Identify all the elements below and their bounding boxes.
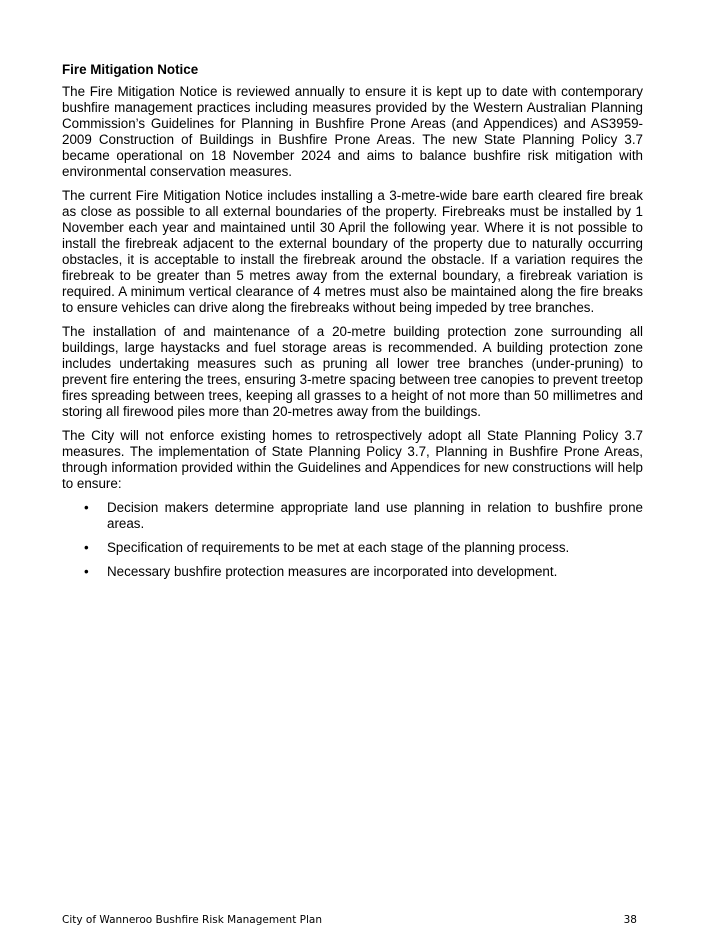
- page-content: [62, 62, 643, 588]
- paragraph-firebreak: The current Fire Mitigation Notice includes installing a 3-metre-wide bare earth cleared fire break as close as possible to all external boundaries of the property. Firebreaks must be installed by 1 November each year and maintained until 30 April the following year. Where it is not possible to install the firebreak adjacent to the external boundary of the property due to naturally occurring obstacles, it is acceptable to install the firebreak around the obstacle. If a variation requires the firebreak to be greater than 5 metres away from the external boundary, a firebreak variation is required. A minimum vertical clearance of 4 metres must also be maintained along the fire breaks to ensure vehicles can drive along the firebreaks without being impeded by tree branches.: [62, 188, 643, 315]
- paragraph-protection-zone: The installation of and maintenance of a 20-metre building protection zone surrounding all buildings, large haystacks and fuel storage areas is recommended. A building protection zone includes undertaking measures such as pruning all lower tree branches (under-pruning) to prevent fire entering the trees, ensuring 3-metre spacing between tree canopies to prevent treetop fires spreading between trees, keeping all grasses to a height of not more than 50 millimetres and storing all firewood piles more than 20-metres away from the buildings.: [62, 324, 643, 419]
- bullet-icon: •: [84, 500, 89, 515]
- list-item: [62, 540, 643, 556]
- bullet-list: [62, 500, 643, 580]
- bullet-icon: •: [84, 564, 89, 579]
- list-item: [62, 564, 643, 580]
- paragraph-spp37: The City will not enforce existing homes to retrospectively adopt all State Planning Policy 3.7 measures. The implementation of State Planning Policy 3.7, Planning in Bushfire Prone Areas, through information provided within the Guidelines and Appendices for new constructions will help to ensure:: [62, 428, 643, 491]
- list-item: [62, 500, 643, 532]
- page-number: 38: [623, 914, 637, 926]
- section-heading: Fire Mitigation Notice: [62, 62, 199, 77]
- bullet-icon: •: [84, 540, 89, 555]
- list-item-text: Necessary bushfire protection measures are incorporated into development.: [107, 564, 558, 579]
- list-item-text: Specification of requirements to be met at each stage of the planning process.: [107, 540, 570, 555]
- footer-title: City of Wanneroo Bushfire Risk Management Plan: [62, 914, 322, 926]
- list-item-text: Decision makers determine appropriate land use planning in relation to bushfire prone areas.: [107, 500, 643, 531]
- paragraph-review: The Fire Mitigation Notice is reviewed annually to ensure it is kept up to date with contemporary bushfire management practices including measures provided by the Western Australian Planning Commission’s Guidelines for Planning in Bushfire Prone Areas (and Appendices) and AS3959-2009 Construction of Buildings in Bushfire Prone Areas. The new State Planning Policy 3.7 became operational on 18 November 2024 and aims to balance bushfire risk mitigation with environmental conservation measures.: [62, 84, 643, 179]
- page-footer: [62, 914, 637, 927]
